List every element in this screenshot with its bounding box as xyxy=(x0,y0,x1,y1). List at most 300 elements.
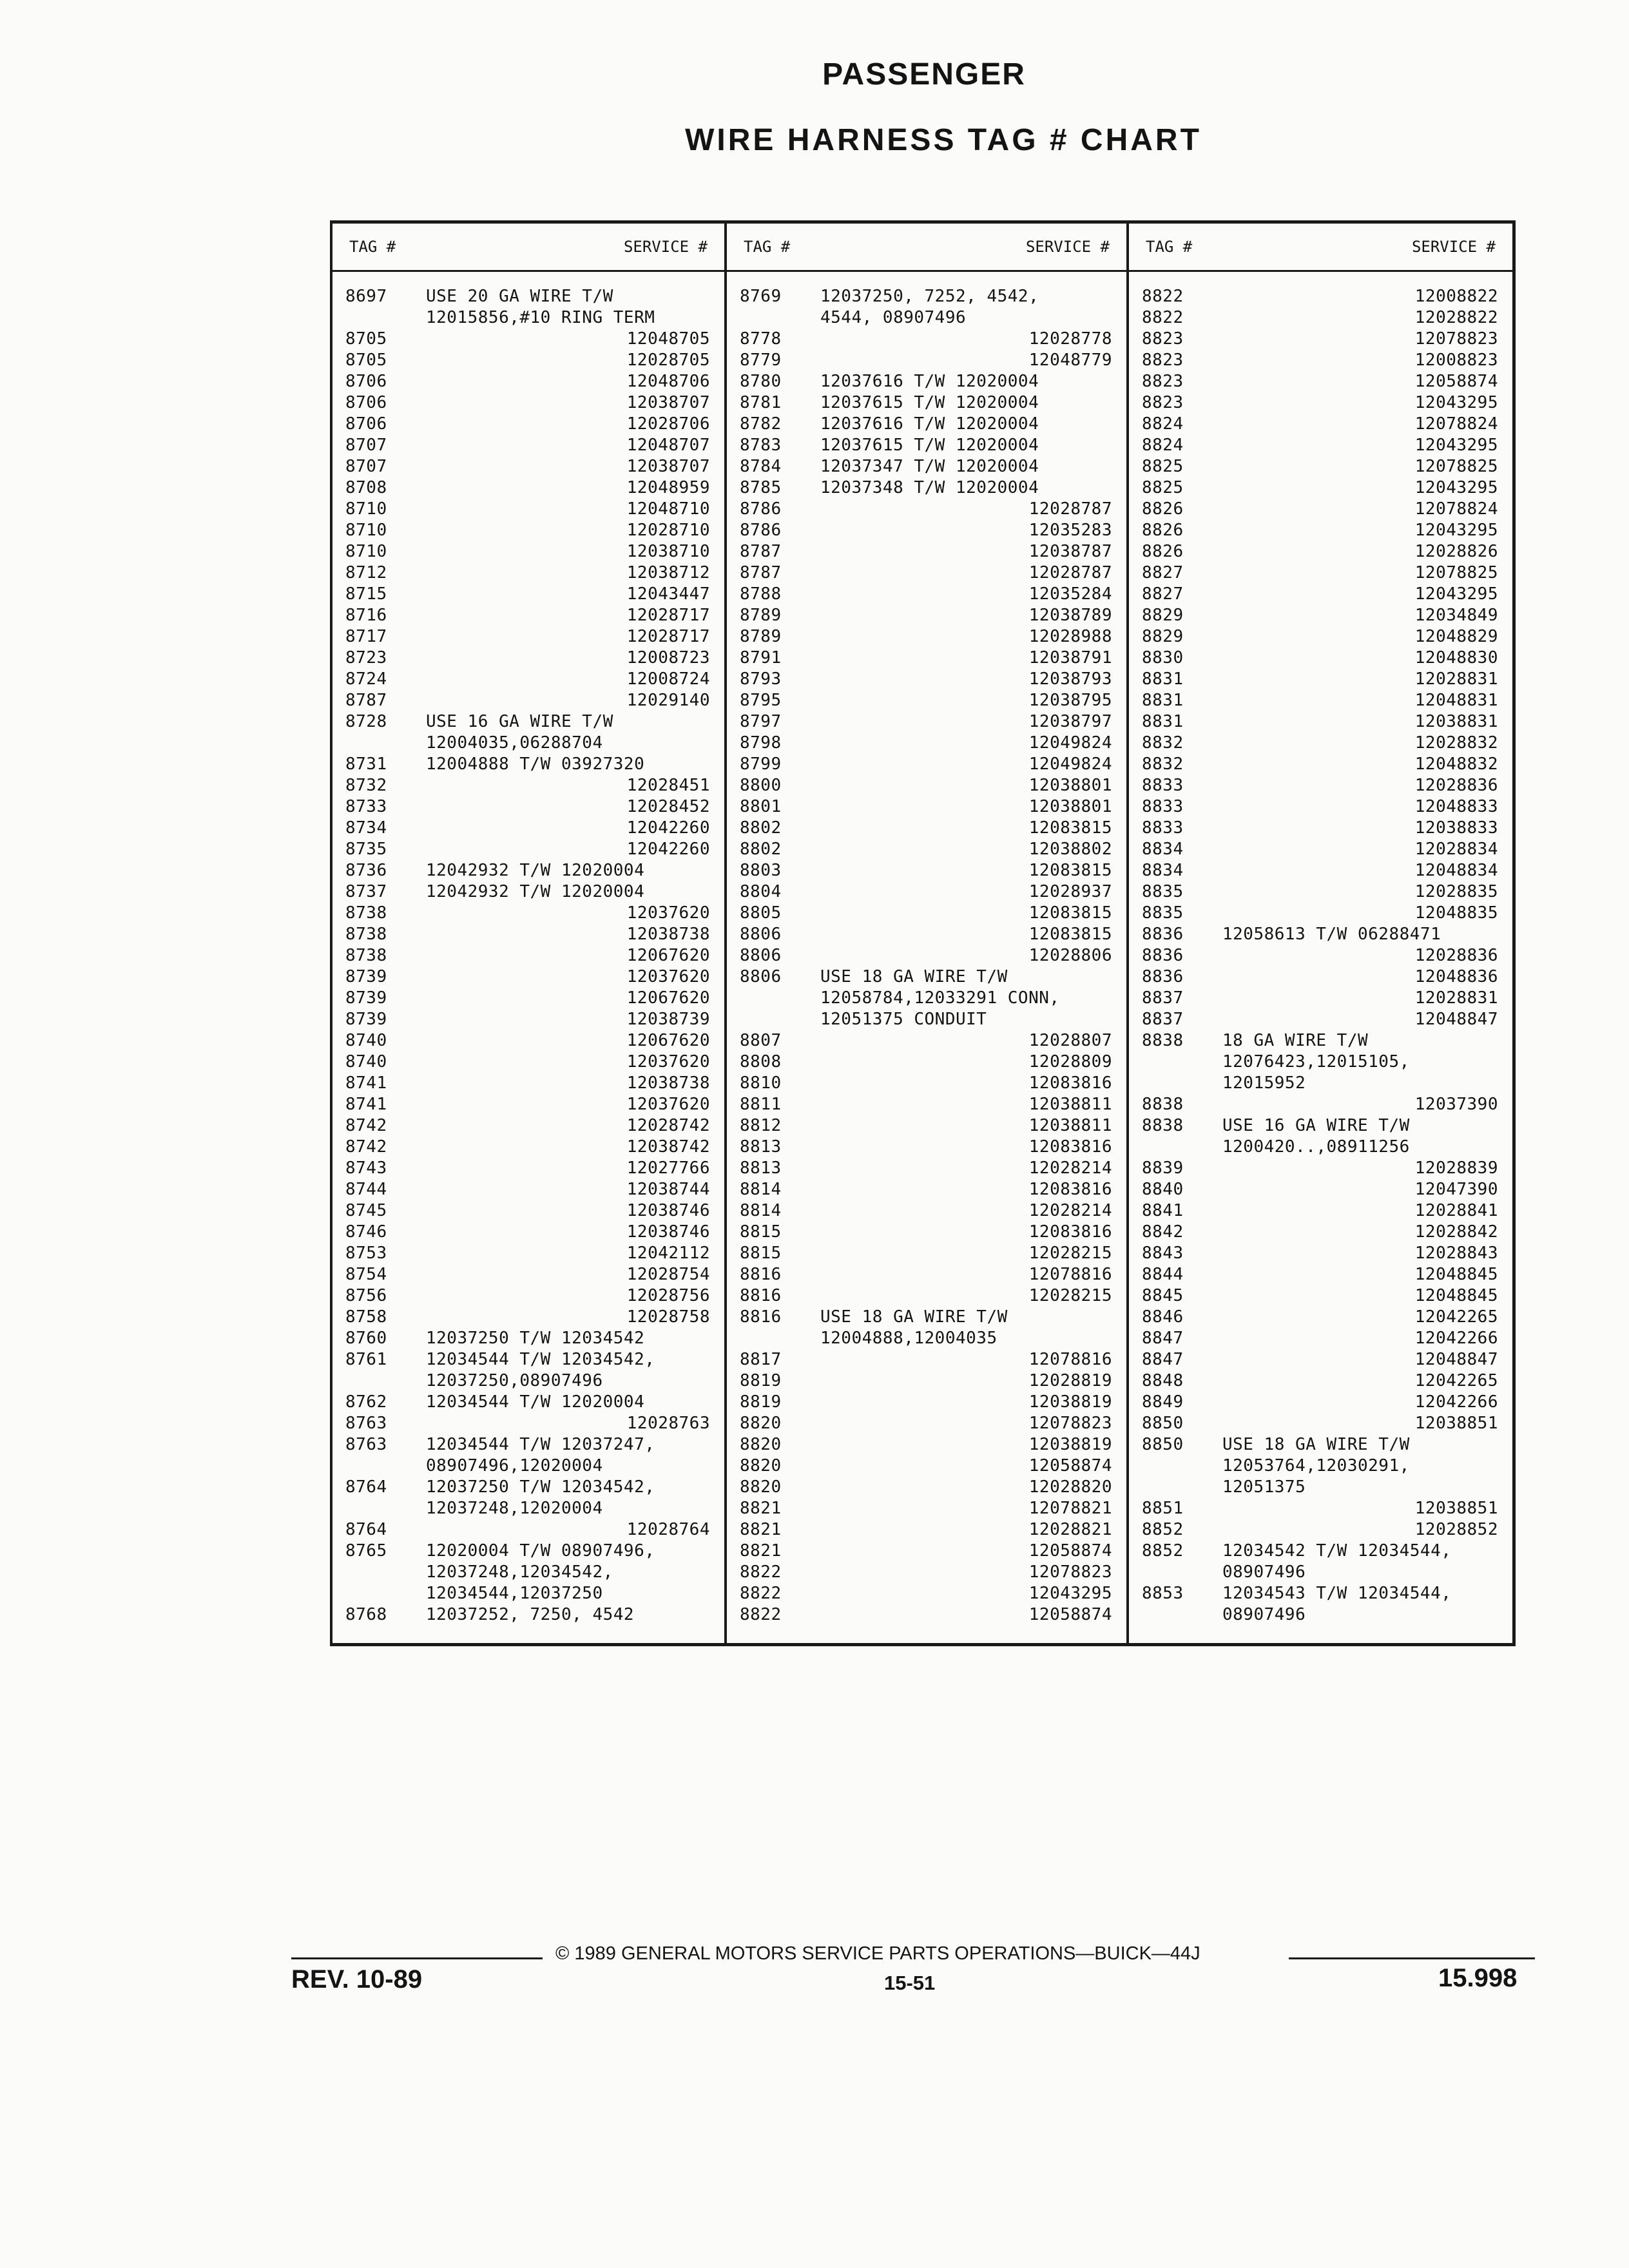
table-row xyxy=(1129,457,1512,478)
table-row xyxy=(1129,329,1512,351)
tag-number: 8738 xyxy=(345,946,387,965)
table-row xyxy=(333,1031,724,1052)
table-row xyxy=(1129,1265,1512,1286)
table-row xyxy=(1129,818,1512,840)
table-row xyxy=(333,1222,724,1244)
tag-number: 8836 xyxy=(1142,946,1184,965)
tag-number: 8786 xyxy=(740,521,782,540)
table-row xyxy=(333,393,724,414)
table-row xyxy=(1129,1244,1512,1265)
service-number: 12048847 xyxy=(1414,1010,1498,1029)
table-row xyxy=(727,1520,1126,1541)
service-number: 12028758 xyxy=(626,1307,710,1327)
table-row xyxy=(727,414,1126,436)
tag-number: 8780 xyxy=(740,372,782,391)
tag-number: 8834 xyxy=(1142,861,1184,880)
service-number: 12038831 xyxy=(1414,712,1498,731)
tag-number: 8845 xyxy=(1142,1286,1184,1305)
tag-number: 8716 xyxy=(345,606,387,625)
table-row xyxy=(333,563,724,584)
service-number: 12028988 xyxy=(1028,627,1112,646)
table-row xyxy=(1129,754,1512,776)
tag-number: 8707 xyxy=(345,436,387,455)
service-number: 12038797 xyxy=(1028,712,1112,731)
tag-number: 8782 xyxy=(740,414,782,434)
service-number: 12038791 xyxy=(1028,648,1112,668)
service-number: 12028834 xyxy=(1414,840,1498,859)
service-note: 12034542 T/W 12034544, xyxy=(1222,1541,1452,1561)
table-row xyxy=(727,1180,1126,1201)
service-number: 12078823 xyxy=(1414,329,1498,349)
service-number: 12028764 xyxy=(626,1520,710,1539)
tag-number: 8764 xyxy=(345,1477,387,1497)
service-number: 12028843 xyxy=(1414,1244,1498,1263)
tag-number: 8838 xyxy=(1142,1116,1184,1135)
tag-number: 8836 xyxy=(1142,925,1184,944)
tag-number: 8815 xyxy=(740,1244,782,1263)
service-number: 12028710 xyxy=(626,521,710,540)
service-number: 12038787 xyxy=(1028,542,1112,561)
service-number: 12043295 xyxy=(1414,584,1498,604)
table-row xyxy=(727,521,1126,542)
table-row xyxy=(1129,627,1512,648)
tag-number: 8706 xyxy=(345,393,387,412)
tag-number: 8831 xyxy=(1142,669,1184,689)
table-row xyxy=(333,1116,724,1137)
tag-number: 8742 xyxy=(345,1116,387,1135)
tag-number: 8823 xyxy=(1142,329,1184,349)
tag-number: 8753 xyxy=(345,1244,387,1263)
footer-page-number: 15-51 xyxy=(884,1972,936,1994)
table-row xyxy=(727,1116,1126,1137)
tag-number: 8706 xyxy=(345,372,387,391)
column-header-1 xyxy=(333,238,724,264)
table-row xyxy=(333,1158,724,1180)
service-number: 12043295 xyxy=(1414,436,1498,455)
service-number: 12043295 xyxy=(1414,393,1498,412)
header-tag: TAG # xyxy=(349,238,396,256)
tag-number: 8844 xyxy=(1142,1265,1184,1284)
table-row xyxy=(727,797,1126,818)
tag-number: 8848 xyxy=(1142,1371,1184,1390)
tag-number: 8816 xyxy=(740,1307,782,1327)
service-number: 12048710 xyxy=(626,499,710,519)
title-passenger: PASSENGER xyxy=(822,57,1026,91)
table-row xyxy=(727,563,1126,584)
table-row xyxy=(333,840,724,861)
table-row xyxy=(727,903,1126,925)
table-row xyxy=(727,1414,1126,1435)
table-row xyxy=(727,1222,1126,1244)
tag-number: 8805 xyxy=(740,903,782,923)
table-row xyxy=(333,606,724,627)
tag-number: 8737 xyxy=(345,882,387,901)
table-row xyxy=(727,882,1126,903)
tag-number: 8715 xyxy=(345,584,387,604)
service-number: 12037390 xyxy=(1414,1095,1498,1114)
tag-number: 8806 xyxy=(740,946,782,965)
service-note: 12034544 T/W 12020004 xyxy=(426,1392,645,1412)
tag-number: 8756 xyxy=(345,1286,387,1305)
table-row xyxy=(727,1010,1126,1031)
table-row xyxy=(727,542,1126,563)
tag-number: 8786 xyxy=(740,499,782,519)
service-number: 12048835 xyxy=(1414,903,1498,923)
tag-number: 8823 xyxy=(1142,393,1184,412)
tag-number: 8817 xyxy=(740,1350,782,1369)
tag-number: 8779 xyxy=(740,351,782,370)
tag-number: 8789 xyxy=(740,606,782,625)
service-note: 12004035,06288704 xyxy=(426,733,603,753)
tag-number: 8707 xyxy=(345,457,387,476)
service-note: 12004888 T/W 03927320 xyxy=(426,754,645,774)
service-number: 12083816 xyxy=(1028,1222,1112,1242)
table-row xyxy=(1129,1201,1512,1222)
service-number: 12038833 xyxy=(1414,818,1498,838)
service-number: 12008724 xyxy=(626,669,710,689)
footer-section-number: 15.998 xyxy=(1438,1964,1518,1992)
service-note: 12076423,12015105, xyxy=(1222,1052,1410,1072)
table-row xyxy=(727,691,1126,712)
table-row xyxy=(333,967,724,988)
service-number: 12008723 xyxy=(626,648,710,668)
service-number: 12048705 xyxy=(626,329,710,349)
tag-number: 8827 xyxy=(1142,563,1184,582)
tag-number: 8823 xyxy=(1142,351,1184,370)
tag-number: 8825 xyxy=(1142,457,1184,476)
tag-number: 8802 xyxy=(740,840,782,859)
table-row xyxy=(333,691,724,712)
table-row xyxy=(1129,1350,1512,1371)
tag-number: 8803 xyxy=(740,861,782,880)
table-row xyxy=(333,1307,724,1329)
table-row xyxy=(1129,478,1512,499)
service-number: 12049824 xyxy=(1028,754,1112,774)
service-number: 12028705 xyxy=(626,351,710,370)
tag-number: 8815 xyxy=(740,1222,782,1242)
table-row xyxy=(1129,1222,1512,1244)
service-number: 12028820 xyxy=(1028,1477,1112,1497)
service-number: 12042112 xyxy=(626,1244,710,1263)
table-row xyxy=(333,946,724,967)
table-row xyxy=(727,967,1126,988)
tag-number: 8763 xyxy=(345,1414,387,1433)
table-row xyxy=(727,861,1126,882)
table-row xyxy=(1129,946,1512,967)
table-row xyxy=(1129,499,1512,521)
table-row xyxy=(333,1499,724,1520)
service-number: 12058874 xyxy=(1028,1541,1112,1561)
tag-number: 8733 xyxy=(345,797,387,816)
tag-number: 8833 xyxy=(1142,776,1184,795)
service-number: 12038801 xyxy=(1028,776,1112,795)
service-number: 12028836 xyxy=(1414,776,1498,795)
tag-number: 8829 xyxy=(1142,606,1184,625)
service-number: 12078816 xyxy=(1028,1265,1112,1284)
service-number: 12028742 xyxy=(626,1116,710,1135)
footer-copyright: © 1989 GENERAL MOTORS SERVICE PARTS OPERATIONS—BUICK—44J xyxy=(555,1943,1200,1964)
table-row xyxy=(333,1477,724,1499)
service-number: 12028717 xyxy=(626,606,710,625)
table-row xyxy=(333,1052,724,1073)
tag-number: 8787 xyxy=(345,691,387,710)
service-number: 12028831 xyxy=(1414,669,1498,689)
table-row xyxy=(1129,1010,1512,1031)
tag-number: 8746 xyxy=(345,1222,387,1242)
service-note: 12037347 T/W 12020004 xyxy=(820,457,1039,476)
service-note: 12058613 T/W 06288471 xyxy=(1222,925,1441,944)
tag-number: 8837 xyxy=(1142,988,1184,1008)
tag-number: 8820 xyxy=(740,1456,782,1475)
table-row xyxy=(333,351,724,372)
table-row xyxy=(1129,840,1512,861)
table-row xyxy=(727,1244,1126,1265)
table-row xyxy=(333,436,724,457)
service-number: 12035284 xyxy=(1028,584,1112,604)
table-row xyxy=(727,627,1126,648)
tag-number: 8820 xyxy=(740,1414,782,1433)
service-number: 12028787 xyxy=(1028,499,1112,519)
tag-number: 8744 xyxy=(345,1180,387,1199)
service-number: 12083815 xyxy=(1028,925,1112,944)
table-row xyxy=(727,1584,1126,1605)
table-row xyxy=(727,1456,1126,1477)
table-row xyxy=(727,1307,1126,1329)
table-row xyxy=(1129,436,1512,457)
service-number: 12078823 xyxy=(1028,1414,1112,1433)
service-note: 12037248,12020004 xyxy=(426,1499,603,1518)
table-row xyxy=(1129,1095,1512,1116)
service-note: USE 16 GA WIRE T/W xyxy=(1222,1116,1410,1135)
service-number: 12038742 xyxy=(626,1137,710,1157)
service-number: 12043295 xyxy=(1028,1584,1112,1603)
tag-number: 8735 xyxy=(345,840,387,859)
footer-revision: REV. 10-89 xyxy=(291,1965,423,1994)
service-number: 12028821 xyxy=(1028,1520,1112,1539)
service-number: 12048831 xyxy=(1414,691,1498,710)
tag-number: 8732 xyxy=(345,776,387,795)
service-number: 12048959 xyxy=(626,478,710,497)
table-row xyxy=(727,1477,1126,1499)
column-header-2 xyxy=(727,238,1126,264)
tag-number: 8821 xyxy=(740,1499,782,1518)
service-number: 12048832 xyxy=(1414,754,1498,774)
service-number: 12037620 xyxy=(626,1095,710,1114)
table-row xyxy=(727,1052,1126,1073)
service-number: 12028215 xyxy=(1028,1286,1112,1305)
tag-number: 8846 xyxy=(1142,1307,1184,1327)
service-number: 12083815 xyxy=(1028,818,1112,838)
tag-number: 8799 xyxy=(740,754,782,774)
service-number: 12067620 xyxy=(626,988,710,1008)
service-number: 12083816 xyxy=(1028,1180,1112,1199)
tag-number: 8784 xyxy=(740,457,782,476)
service-note: 12020004 T/W 08907496, xyxy=(426,1541,655,1561)
service-number: 12034849 xyxy=(1414,606,1498,625)
tag-number: 8741 xyxy=(345,1095,387,1114)
service-number: 12078825 xyxy=(1414,457,1498,476)
service-number: 12038793 xyxy=(1028,669,1112,689)
tag-number: 8834 xyxy=(1142,840,1184,859)
tag-number: 8812 xyxy=(740,1116,782,1135)
tag-number: 8822 xyxy=(740,1562,782,1582)
table-row xyxy=(333,1286,724,1307)
table-row xyxy=(1129,1456,1512,1477)
tag-number: 8760 xyxy=(345,1329,387,1348)
service-note: 12042932 T/W 12020004 xyxy=(426,861,645,880)
tag-number: 8831 xyxy=(1142,712,1184,731)
table-row xyxy=(1129,1371,1512,1392)
service-number: 12038746 xyxy=(626,1222,710,1242)
table-row xyxy=(727,733,1126,754)
service-number: 12028452 xyxy=(626,797,710,816)
service-note: 12037615 T/W 12020004 xyxy=(820,436,1039,455)
service-number: 12037620 xyxy=(626,1052,710,1072)
tag-number: 8769 xyxy=(740,287,782,306)
service-number: 12042260 xyxy=(626,840,710,859)
tag-number: 8802 xyxy=(740,818,782,838)
table-row xyxy=(333,1584,724,1605)
tag-number: 8710 xyxy=(345,521,387,540)
service-note: 08907496 xyxy=(1222,1605,1306,1624)
service-number: 12028451 xyxy=(626,776,710,795)
service-number: 12049824 xyxy=(1028,733,1112,753)
table-row xyxy=(727,754,1126,776)
service-note: 12037615 T/W 12020004 xyxy=(820,393,1039,412)
table-row xyxy=(727,1562,1126,1584)
tag-number: 8708 xyxy=(345,478,387,497)
tag-number: 8838 xyxy=(1142,1095,1184,1114)
service-number: 12048830 xyxy=(1414,648,1498,668)
tag-number: 8842 xyxy=(1142,1222,1184,1242)
service-number: 12028839 xyxy=(1414,1158,1498,1178)
tag-number: 8835 xyxy=(1142,882,1184,901)
service-number: 12078824 xyxy=(1414,499,1498,519)
service-number: 12028763 xyxy=(626,1414,710,1433)
service-number: 12028809 xyxy=(1028,1052,1112,1072)
table-row xyxy=(333,478,724,499)
service-number: 12028841 xyxy=(1414,1201,1498,1220)
table-row xyxy=(333,1137,724,1158)
service-number: 12028214 xyxy=(1028,1158,1112,1178)
tag-number: 8705 xyxy=(345,351,387,370)
table-column-2 xyxy=(727,287,1126,1626)
tag-number: 8843 xyxy=(1142,1244,1184,1263)
service-number: 12028215 xyxy=(1028,1244,1112,1263)
service-note: 12037250 T/W 12034542 xyxy=(426,1329,645,1348)
service-number: 12028806 xyxy=(1028,946,1112,965)
service-note: 12037248,12034542, xyxy=(426,1562,613,1582)
tag-number: 8816 xyxy=(740,1286,782,1305)
tag-number: 8804 xyxy=(740,882,782,901)
tag-number: 8754 xyxy=(345,1265,387,1284)
header-tag: TAG # xyxy=(1146,238,1193,256)
table-row xyxy=(1129,1307,1512,1329)
table-row xyxy=(333,1435,724,1456)
tag-number: 8797 xyxy=(740,712,782,731)
service-number: 12038789 xyxy=(1028,606,1112,625)
tag-number: 8831 xyxy=(1142,691,1184,710)
table-row xyxy=(727,776,1126,797)
tag-number: 8832 xyxy=(1142,733,1184,753)
table-row xyxy=(1129,1392,1512,1414)
table-row xyxy=(727,840,1126,861)
service-number: 12037620 xyxy=(626,967,710,986)
table-row xyxy=(727,1605,1126,1626)
service-note: USE 18 GA WIRE T/W xyxy=(820,967,1008,986)
table-row xyxy=(1129,1158,1512,1180)
tag-number: 8819 xyxy=(740,1371,782,1390)
table-row xyxy=(333,669,724,691)
service-number: 12048829 xyxy=(1414,627,1498,646)
table-row xyxy=(727,584,1126,606)
table-row xyxy=(727,1073,1126,1095)
table-row xyxy=(333,499,724,521)
table-row xyxy=(727,1541,1126,1562)
tag-number: 8807 xyxy=(740,1031,782,1050)
table-row xyxy=(727,351,1126,372)
table-column-1 xyxy=(333,287,724,1626)
footer-rule-right xyxy=(1289,1957,1535,1959)
tag-number: 8814 xyxy=(740,1180,782,1199)
service-number: 12038795 xyxy=(1028,691,1112,710)
service-number: 12038801 xyxy=(1028,797,1112,816)
tag-number: 8741 xyxy=(345,1073,387,1093)
service-number: 12043295 xyxy=(1414,521,1498,540)
tag-number: 8801 xyxy=(740,797,782,816)
service-note: 18 GA WIRE T/W xyxy=(1222,1031,1369,1050)
service-number: 12048845 xyxy=(1414,1265,1498,1284)
service-number: 12028819 xyxy=(1028,1371,1112,1390)
table-row xyxy=(727,606,1126,627)
table-row xyxy=(1129,1137,1512,1158)
table-row xyxy=(333,1095,724,1116)
service-number: 12028826 xyxy=(1414,542,1498,561)
tag-number: 8840 xyxy=(1142,1180,1184,1199)
header-tag: TAG # xyxy=(744,238,791,256)
tag-number: 8849 xyxy=(1142,1392,1184,1412)
service-number: 12028842 xyxy=(1414,1222,1498,1242)
service-number: 12042266 xyxy=(1414,1329,1498,1348)
service-note: 12051375 CONDUIT xyxy=(820,1010,987,1029)
table-row xyxy=(1129,882,1512,903)
table-row xyxy=(1129,606,1512,627)
tag-number: 8783 xyxy=(740,436,782,455)
table-row xyxy=(1129,1180,1512,1201)
tag-number: 8723 xyxy=(345,648,387,668)
service-number: 12048847 xyxy=(1414,1350,1498,1369)
table-row xyxy=(333,329,724,351)
tag-number: 8739 xyxy=(345,1010,387,1029)
table-row xyxy=(1129,861,1512,882)
service-note: 12053764,12030291, xyxy=(1222,1456,1410,1475)
table-row xyxy=(1129,1073,1512,1095)
table-row xyxy=(1129,903,1512,925)
table-row xyxy=(1129,712,1512,733)
table-row xyxy=(1129,648,1512,669)
tag-number: 8819 xyxy=(740,1392,782,1412)
tag-number: 8810 xyxy=(740,1073,782,1093)
table-row xyxy=(727,457,1126,478)
table-row xyxy=(333,818,724,840)
tag-number: 8824 xyxy=(1142,436,1184,455)
service-number: 12078821 xyxy=(1028,1499,1112,1518)
tag-number: 8811 xyxy=(740,1095,782,1114)
table-row xyxy=(333,903,724,925)
service-number: 12042265 xyxy=(1414,1307,1498,1327)
service-number: 12083815 xyxy=(1028,861,1112,880)
service-number: 12028836 xyxy=(1414,946,1498,965)
